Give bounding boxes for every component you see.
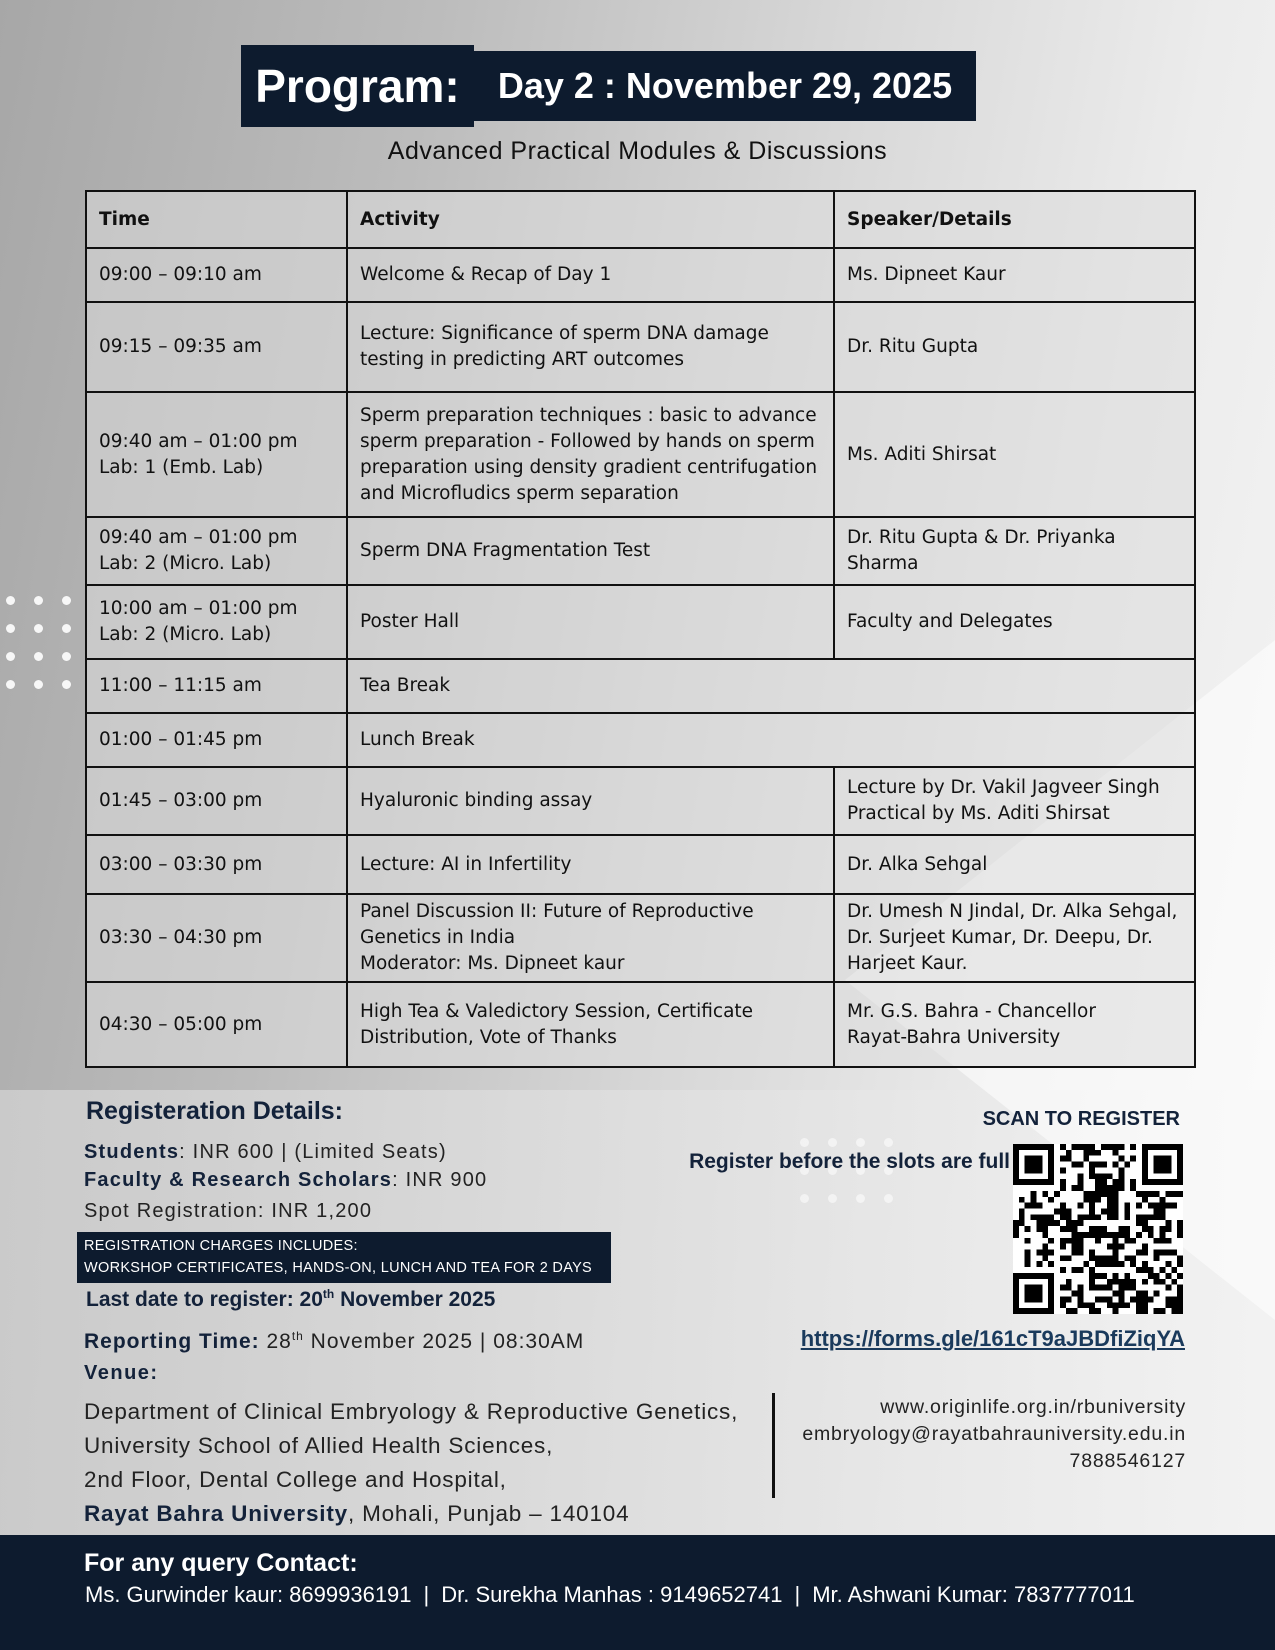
charges-line-1: REGISTRATION CHARGES INCLUDES: [84, 1238, 358, 1254]
reporting-day: 28 [259, 1330, 292, 1353]
time-cell [86, 894, 347, 982]
last-date [86, 1287, 495, 1312]
last-date-sup: th [322, 1287, 335, 1301]
time-cell [86, 767, 347, 835]
students-fee [84, 1141, 447, 1164]
speaker-text: Rayat-Bahra University [847, 1026, 1061, 1048]
time-text: 09:00 – 09:10 am [99, 264, 262, 285]
speaker-cell [834, 982, 1195, 1067]
table-row [86, 392, 1195, 517]
time-text: 01:45 – 03:00 pm [99, 790, 263, 811]
time-text: 10:00 am – 01:00 pm [99, 598, 298, 619]
speaker-text: Dr. Alka Sehgal [847, 853, 988, 875]
speaker-text: Faculty and Delegates [847, 611, 1053, 632]
table-row [86, 248, 1195, 302]
activity-text: Distribution, Vote of Thanks [360, 1026, 617, 1048]
venue-city: , Mohali, Punjab – 140104 [347, 1501, 630, 1526]
table-row [86, 894, 1195, 982]
activity-text: Poster Hall [360, 611, 460, 632]
time-cell [86, 659, 347, 713]
time-text: 04:30 – 05:00 pm [99, 1013, 263, 1035]
faculty-fee [84, 1169, 487, 1192]
table-row [86, 659, 1195, 713]
speaker-cell [834, 894, 1195, 982]
activity-text: Genetics in India [360, 927, 516, 948]
table-row [86, 517, 1195, 585]
register-before-label: Register before the slots are full [689, 1150, 1010, 1173]
venue-line: 2nd Floor, Dental College and Hospital, [84, 1467, 507, 1492]
time-cell [86, 982, 347, 1067]
activity-text: preparation using density gradient centrifugation [360, 456, 818, 478]
time-text: 01:00 – 01:45 pm [99, 729, 263, 750]
contact-3: Mr. Ashwani Kumar: 7837777011 [812, 1582, 1135, 1607]
activity-cell [347, 517, 834, 585]
speaker-cell [834, 248, 1195, 302]
email-link[interactable]: embryology@rayatbahrauniversity.edu.in [802, 1423, 1186, 1445]
activity-text: Panel Discussion II: Future of Reproductive [360, 901, 754, 922]
time-text: 03:30 – 04:30 pm [99, 927, 263, 948]
speaker-text: Lecture by Dr. Vakil Jagveer Singh [847, 777, 1160, 798]
activity-cell [347, 585, 834, 659]
lab-text: Lab: 1 (Emb. Lab) [99, 456, 264, 478]
time-text: 11:00 – 11:15 am [99, 675, 262, 696]
divider [772, 1393, 775, 1498]
spot-fee: Spot Registration: INR 1,200 [84, 1200, 373, 1222]
speaker-text: Dr. Surjeet Kumar, Dr. Deepu, Dr. [847, 927, 1153, 948]
activity-cell [347, 835, 834, 894]
contact-1: Ms. Gurwinder kaur: 8699936191 [85, 1582, 412, 1607]
activity-text: Moderator: Ms. Dipneet kaur [360, 953, 625, 974]
column-header-activity: Activity [347, 191, 834, 248]
speaker-text: Ms. Aditi Shirsat [847, 443, 997, 465]
day-title: Day 2 : November 29, 2025 [474, 51, 976, 121]
faculty-value: : INR 900 [392, 1169, 488, 1191]
activity-text: Lunch Break [360, 729, 475, 750]
venue-label: Venue: [84, 1362, 159, 1384]
venue-line: Department of Clinical Embryology & Reproductive Genetics, [84, 1399, 739, 1424]
speaker-cell [834, 302, 1195, 392]
activity-cell [347, 713, 1195, 767]
students-label: Students [84, 1141, 180, 1163]
faculty-label: Faculty & Research Scholars [84, 1169, 393, 1191]
schedule-table [85, 190, 1196, 1068]
activity-text: Hyaluronic binding assay [360, 790, 593, 811]
table-row [86, 585, 1195, 659]
charges-box [77, 1232, 611, 1283]
activity-text: and Microfludics sperm separation [360, 482, 679, 504]
speaker-text: Harjeet Kaur. [847, 953, 968, 974]
venue-line: University School of Allied Health Sciences, [84, 1433, 554, 1458]
last-date-month: November 2025 [334, 1288, 496, 1311]
speaker-text: Practical by Ms. Aditi Shirsat [847, 803, 1110, 824]
speaker-cell [834, 517, 1195, 585]
table-row [86, 302, 1195, 392]
registration-link[interactable]: https://forms.gle/161cT9aJBDfiZiqYA [800, 1326, 1185, 1351]
phone-number: 7888546127 [1069, 1450, 1186, 1472]
speaker-cell [834, 392, 1195, 517]
activity-text: Sperm preparation techniques : basic to advance [360, 404, 817, 426]
activity-text: testing in predicting ART outcomes [360, 349, 685, 370]
activity-text: Tea Break [360, 675, 451, 696]
table-header-row [86, 191, 1195, 248]
column-header-speaker: Speaker/Details [834, 191, 1195, 248]
program-label: Program: [241, 45, 474, 127]
time-cell [86, 713, 347, 767]
speaker-text: Dr. Ritu Gupta & Dr. Priyanka Sharma [847, 527, 1116, 574]
column-header-time: Time [86, 191, 347, 248]
scan-to-register-label: SCAN TO REGISTER [982, 1108, 1180, 1130]
time-cell [86, 392, 347, 517]
reporting-time [84, 1329, 584, 1354]
time-cell [86, 585, 347, 659]
speaker-cell [834, 835, 1195, 894]
activity-cell [347, 392, 834, 517]
activity-cell [347, 767, 834, 835]
activity-cell [347, 894, 834, 982]
venue-address [84, 1395, 738, 1531]
time-cell [86, 302, 347, 392]
table-row [86, 982, 1195, 1067]
university-name: Rayat Bahra University [84, 1501, 348, 1526]
time-text: 09:40 am – 01:00 pm [99, 430, 298, 452]
speaker-text: Dr. Umesh N Jindal, Dr. Alka Sehgal, [847, 901, 1178, 922]
website-link[interactable]: www.originlife.org.in/rbuniversity [880, 1396, 1186, 1418]
speaker-text: Dr. Ritu Gupta [847, 336, 979, 357]
lab-text: Lab: 2 (Micro. Lab) [99, 553, 272, 574]
venue-line [84, 1497, 738, 1531]
time-cell [86, 517, 347, 585]
time-text: 03:00 – 03:30 pm [99, 853, 263, 875]
contact-info [780, 1394, 1186, 1475]
time-text: 09:40 am – 01:00 pm [99, 527, 298, 548]
speaker-text: Mr. G.S. Bahra - Chancellor [847, 1000, 1096, 1022]
time-cell [86, 835, 347, 894]
students-value: : INR 600 | (Limited Seats) [179, 1141, 447, 1163]
speaker-cell [834, 767, 1195, 835]
separator: | [423, 1582, 430, 1607]
last-date-text: Last date to register: 20 [86, 1288, 323, 1311]
registration-title: Registeration Details: [86, 1097, 344, 1125]
activity-text: Sperm DNA Fragmentation Test [360, 540, 651, 561]
lab-text: Lab: 2 (Micro. Lab) [99, 624, 272, 645]
activity-cell [347, 302, 834, 392]
separator: | [794, 1582, 801, 1607]
activity-cell [347, 248, 834, 302]
activity-cell [347, 982, 834, 1067]
reporting-rest: November 2025 | 08:30AM [303, 1330, 585, 1353]
time-text: 09:15 – 09:35 am [99, 336, 262, 357]
table-row [86, 835, 1195, 894]
page-subtitle: Advanced Practical Modules & Discussions [387, 137, 888, 165]
table-row [86, 767, 1195, 835]
contact-2: Dr. Surekha Manhas : 9149652741 [441, 1582, 783, 1607]
reporting-sup: th [291, 1329, 304, 1343]
decorative-dots [6, 596, 90, 708]
qr-code-icon[interactable] [1013, 1144, 1183, 1314]
activity-text: Lecture: AI in Infertility [360, 853, 572, 875]
activity-text: sperm preparation - Followed by hands on sperm [360, 430, 815, 452]
activity-text: Lecture: Significance of sperm DNA damage [360, 323, 769, 344]
charges-line-2: WORKSHOP CERTIFICATES, HANDS-ON, LUNCH AND TEA FOR 2 DAYS [84, 1260, 593, 1276]
reporting-label: Reporting Time: [84, 1330, 260, 1353]
speaker-cell [834, 585, 1195, 659]
activity-text: Welcome & Recap of Day 1 [360, 264, 612, 285]
speaker-text: Ms. Dipneet Kaur [847, 264, 1006, 285]
footer-contacts [85, 1582, 1135, 1608]
footer-title: For any query Contact: [84, 1549, 358, 1577]
time-cell [86, 248, 347, 302]
activity-cell [347, 659, 1195, 713]
activity-text: High Tea & Valedictory Session, Certificate [360, 1000, 754, 1022]
table-row [86, 713, 1195, 767]
